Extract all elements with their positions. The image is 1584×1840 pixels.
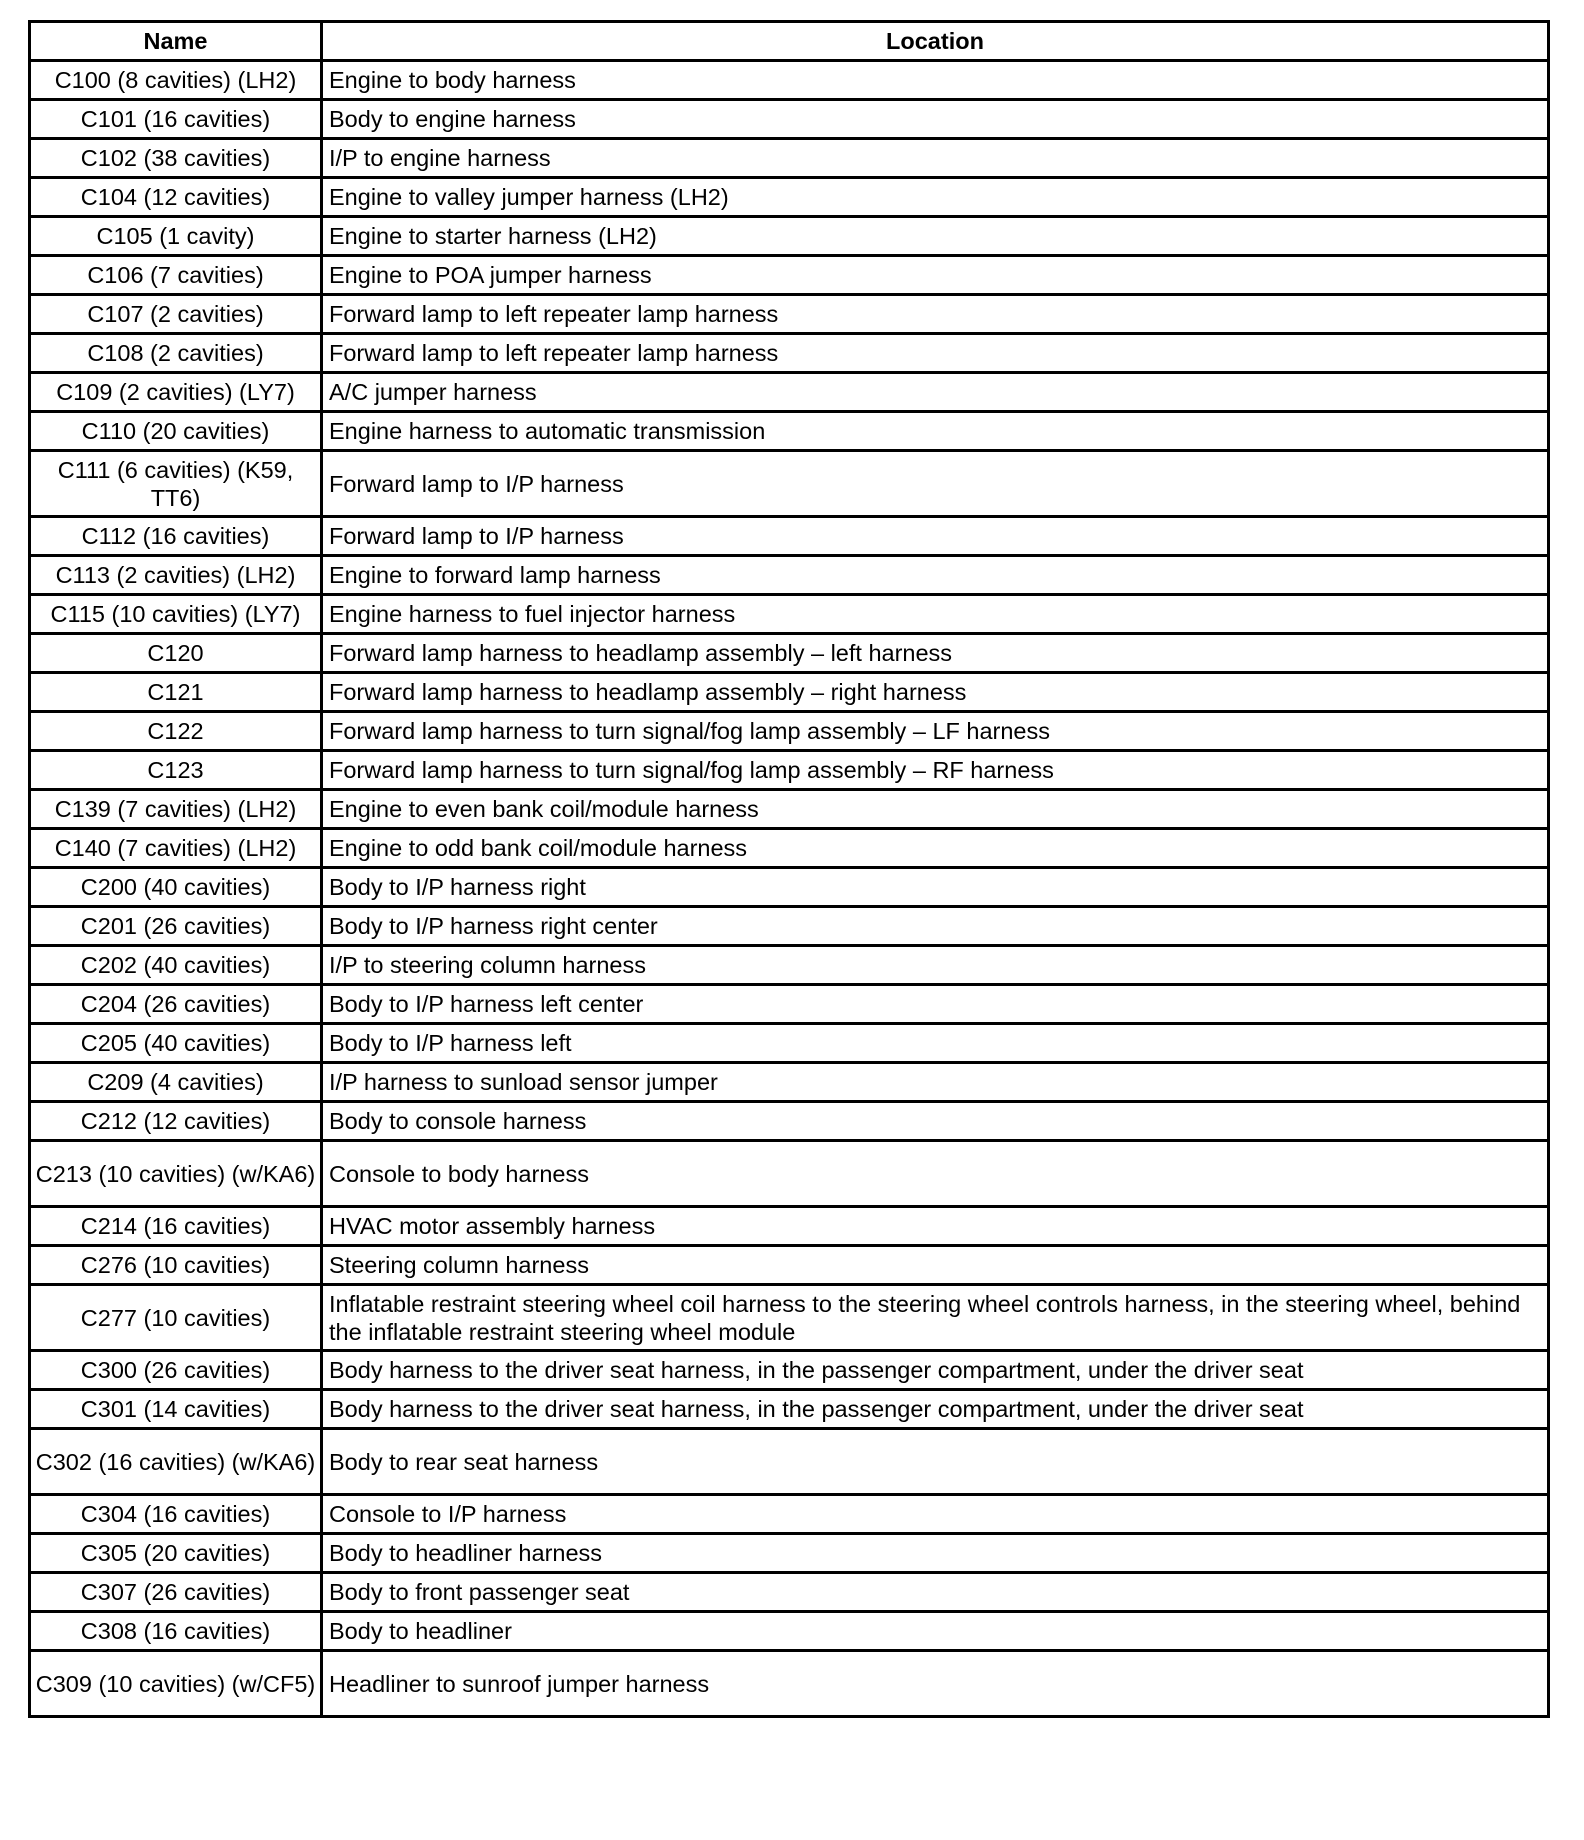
table-row xyxy=(30,1024,1549,1063)
connector-name-cell: C109 (2 cavities) (LY7) xyxy=(30,373,322,412)
table-row xyxy=(30,595,1549,634)
connector-location-cell: Engine to forward lamp harness xyxy=(322,556,1549,595)
table-row xyxy=(30,673,1549,712)
table-row xyxy=(30,217,1549,256)
table-row xyxy=(30,451,1549,517)
table-row xyxy=(30,1207,1549,1246)
connector-name-cell: C112 (16 cavities) xyxy=(30,517,322,556)
table-row xyxy=(30,868,1549,907)
connector-location-cell: I/P to engine harness xyxy=(322,139,1549,178)
connector-location-cell: Forward lamp harness to turn signal/fog lamp assembly – LF harness xyxy=(322,712,1549,751)
connector-name-cell: C110 (20 cavities) xyxy=(30,412,322,451)
connector-name-cell: C200 (40 cavities) xyxy=(30,868,322,907)
connector-name-cell: C101 (16 cavities) xyxy=(30,100,322,139)
connector-location-cell: Body to front passenger seat xyxy=(322,1573,1549,1612)
connector-location-cell: Forward lamp to left repeater lamp harness xyxy=(322,334,1549,373)
connector-name-cell: C304 (16 cavities) xyxy=(30,1495,322,1534)
table-row xyxy=(30,1063,1549,1102)
table-body xyxy=(30,61,1549,1717)
table-row xyxy=(30,1102,1549,1141)
connector-name-cell: C205 (40 cavities) xyxy=(30,1024,322,1063)
connector-name-cell: C100 (8 cavities) (LH2) xyxy=(30,61,322,100)
connector-name-cell: C308 (16 cavities) xyxy=(30,1612,322,1651)
name-column-header: Name xyxy=(30,22,322,61)
table-row xyxy=(30,100,1549,139)
connector-location-cell: Forward lamp to I/P harness xyxy=(322,451,1549,517)
connector-location-cell: Forward lamp harness to headlamp assembly – right harness xyxy=(322,673,1549,712)
location-column-header: Location xyxy=(322,22,1549,61)
table-row xyxy=(30,1141,1549,1207)
table-row xyxy=(30,178,1549,217)
connector-location-cell: Body to I/P harness right center xyxy=(322,907,1549,946)
connector-name-cell: C108 (2 cavities) xyxy=(30,334,322,373)
connector-location-cell: Engine to even bank coil/module harness xyxy=(322,790,1549,829)
connector-name-cell: C139 (7 cavities) (LH2) xyxy=(30,790,322,829)
table-row xyxy=(30,634,1549,673)
connector-location-cell: Engine to starter harness (LH2) xyxy=(322,217,1549,256)
table-row xyxy=(30,373,1549,412)
connector-name-cell: C105 (1 cavity) xyxy=(30,217,322,256)
connector-name-cell: C301 (14 cavities) xyxy=(30,1390,322,1429)
connector-location-cell: HVAC motor assembly harness xyxy=(322,1207,1549,1246)
table-row xyxy=(30,1351,1549,1390)
connector-location-cell: Engine to POA jumper harness xyxy=(322,256,1549,295)
table-row xyxy=(30,712,1549,751)
connector-location-cell: Engine to odd bank coil/module harness xyxy=(322,829,1549,868)
connector-name-cell: C209 (4 cavities) xyxy=(30,1063,322,1102)
connector-location-cell: Engine to body harness xyxy=(322,61,1549,100)
header-row xyxy=(30,22,1549,61)
connector-location-cell: Inflatable restraint steering wheel coil harness to the steering wheel controls harness, in the steering wheel, behind the inflatable restraint steering wheel module xyxy=(322,1285,1549,1351)
connector-name-cell: C212 (12 cavities) xyxy=(30,1102,322,1141)
connector-name-cell: C300 (26 cavities) xyxy=(30,1351,322,1390)
connector-name-cell: C113 (2 cavities) (LH2) xyxy=(30,556,322,595)
connector-location-cell: Forward lamp harness to turn signal/fog lamp assembly – RF harness xyxy=(322,751,1549,790)
connector-name-cell: C106 (7 cavities) xyxy=(30,256,322,295)
table-row xyxy=(30,907,1549,946)
connector-location-cell: Console to body harness xyxy=(322,1141,1549,1207)
connector-location-cell: Body to headliner xyxy=(322,1612,1549,1651)
table-row xyxy=(30,1612,1549,1651)
table-row xyxy=(30,139,1549,178)
table-row xyxy=(30,1246,1549,1285)
connector-name-cell: C204 (26 cavities) xyxy=(30,985,322,1024)
table-row xyxy=(30,985,1549,1024)
table-row xyxy=(30,790,1549,829)
connector-name-cell: C122 xyxy=(30,712,322,751)
connector-location-cell: Forward lamp to I/P harness xyxy=(322,517,1549,556)
connector-location-cell: Body harness to the driver seat harness, in the passenger compartment, under the driver seat xyxy=(322,1351,1549,1390)
connector-location-cell: A/C jumper harness xyxy=(322,373,1549,412)
connector-name-cell: C214 (16 cavities) xyxy=(30,1207,322,1246)
connector-name-cell: C302 (16 cavities) (w/KA6) xyxy=(30,1429,322,1495)
connector-location-cell: Body to console harness xyxy=(322,1102,1549,1141)
table-row xyxy=(30,556,1549,595)
connector-location-cell: Body to I/P harness right xyxy=(322,868,1549,907)
table-row xyxy=(30,1390,1549,1429)
table-header xyxy=(30,22,1549,61)
connector-name-cell: C276 (10 cavities) xyxy=(30,1246,322,1285)
table-row xyxy=(30,946,1549,985)
connector-name-cell: C115 (10 cavities) (LY7) xyxy=(30,595,322,634)
connector-name-cell: C305 (20 cavities) xyxy=(30,1534,322,1573)
connector-name-cell: C111 (6 cavities) (K59, TT6) xyxy=(30,451,322,517)
connector-location-cell: Console to I/P harness xyxy=(322,1495,1549,1534)
connector-location-cell: Body to headliner harness xyxy=(322,1534,1549,1573)
connector-name-cell: C309 (10 cavities) (w/CF5) xyxy=(30,1651,322,1717)
connector-name-cell: C201 (26 cavities) xyxy=(30,907,322,946)
connector-location-cell: Body to I/P harness left xyxy=(322,1024,1549,1063)
connector-location-cell: Engine to valley jumper harness (LH2) xyxy=(322,178,1549,217)
connector-table xyxy=(28,20,1550,1718)
connector-location-cell: Body to rear seat harness xyxy=(322,1429,1549,1495)
connector-location-cell: Body harness to the driver seat harness, in the passenger compartment, under the driver seat xyxy=(322,1390,1549,1429)
table-row xyxy=(30,751,1549,790)
connector-name-cell: C102 (38 cavities) xyxy=(30,139,322,178)
table-row xyxy=(30,829,1549,868)
connector-name-cell: C307 (26 cavities) xyxy=(30,1573,322,1612)
connector-location-cell: I/P to steering column harness xyxy=(322,946,1549,985)
table-row xyxy=(30,1495,1549,1534)
connector-location-cell: Steering column harness xyxy=(322,1246,1549,1285)
table-row xyxy=(30,295,1549,334)
table-row xyxy=(30,256,1549,295)
connector-name-cell: C277 (10 cavities) xyxy=(30,1285,322,1351)
table-row xyxy=(30,61,1549,100)
connector-name-cell: C123 xyxy=(30,751,322,790)
connector-location-cell: Forward lamp to left repeater lamp harness xyxy=(322,295,1549,334)
table-row xyxy=(30,1573,1549,1612)
connector-name-cell: C107 (2 cavities) xyxy=(30,295,322,334)
connector-name-cell: C120 xyxy=(30,634,322,673)
table-row xyxy=(30,1651,1549,1717)
table-row xyxy=(30,334,1549,373)
connector-location-cell: Engine harness to automatic transmission xyxy=(322,412,1549,451)
connector-location-cell: I/P harness to sunload sensor jumper xyxy=(322,1063,1549,1102)
connector-name-cell: C104 (12 cavities) xyxy=(30,178,322,217)
connector-location-cell: Headliner to sunroof jumper harness xyxy=(322,1651,1549,1717)
connector-location-cell: Body to engine harness xyxy=(322,100,1549,139)
table-row xyxy=(30,1429,1549,1495)
table-row xyxy=(30,1285,1549,1351)
table-row xyxy=(30,1534,1549,1573)
connector-name-cell: C202 (40 cavities) xyxy=(30,946,322,985)
connector-location-cell: Engine harness to fuel injector harness xyxy=(322,595,1549,634)
connector-location-cell: Body to I/P harness left center xyxy=(322,985,1549,1024)
connector-name-cell: C213 (10 cavities) (w/KA6) xyxy=(30,1141,322,1207)
connector-name-cell: C140 (7 cavities) (LH2) xyxy=(30,829,322,868)
connector-location-cell: Forward lamp harness to headlamp assembly – left harness xyxy=(322,634,1549,673)
table-row xyxy=(30,517,1549,556)
table-row xyxy=(30,412,1549,451)
connector-name-cell: C121 xyxy=(30,673,322,712)
